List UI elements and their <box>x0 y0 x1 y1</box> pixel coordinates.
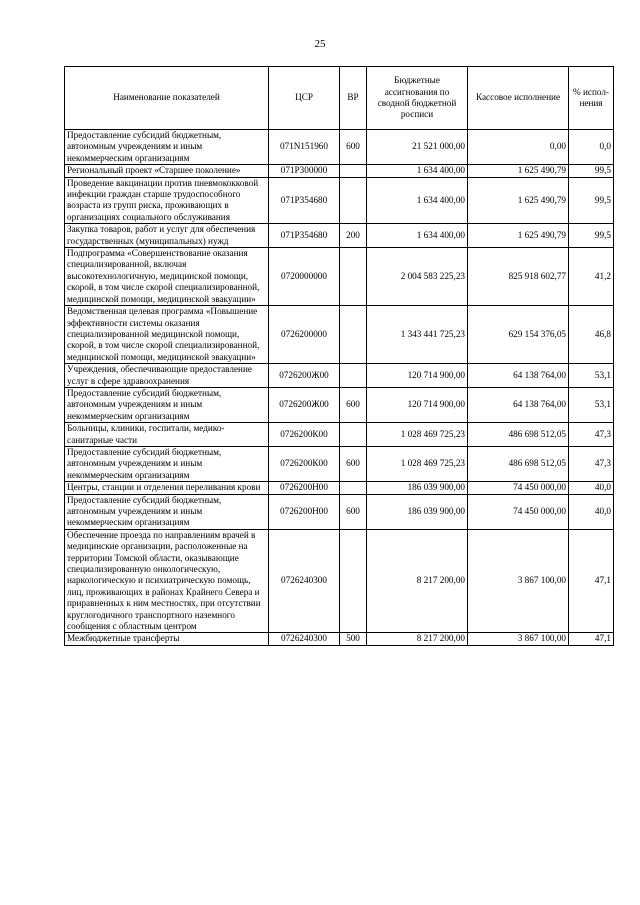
row-percent: 40,0 <box>569 494 614 529</box>
row-vr: 500 <box>340 633 367 645</box>
row-name: Региональный проект «Старшее поколение» <box>65 165 269 177</box>
row-csr: 0726200Ж00 <box>269 364 340 388</box>
table-row <box>65 633 614 645</box>
row-budget: 1 634 400,00 <box>367 165 468 177</box>
row-csr: 0726200К00 <box>269 423 340 447</box>
row-csr: 0726200К00 <box>269 446 340 481</box>
row-budget: 2 004 583 225,23 <box>367 248 468 306</box>
row-name: Закупка товаров, работ и услуг для обеспечения государственных (муниципальных) нужд <box>65 224 269 248</box>
table-row <box>65 165 614 177</box>
row-cash: 64 138 764,00 <box>468 364 569 388</box>
table-row <box>65 529 614 633</box>
row-budget: 1 343 441 725,23 <box>367 306 468 364</box>
row-cash: 74 450 000,00 <box>468 494 569 529</box>
row-cash: 1 625 490,79 <box>468 177 569 224</box>
row-percent: 99,5 <box>569 177 614 224</box>
row-name: Центры, станции и отделения переливания крови <box>65 482 269 494</box>
row-percent: 53,1 <box>569 364 614 388</box>
row-name: Учреждения, обеспечивающие предоставление услуг в сфере здравоохранения <box>65 364 269 388</box>
header-name: Наименование показателей <box>65 67 269 130</box>
row-cash: 0,00 <box>468 130 569 165</box>
header-vr: ВР <box>340 67 367 130</box>
row-budget: 186 039 900,00 <box>367 482 468 494</box>
row-percent: 47,3 <box>569 446 614 481</box>
row-cash: 1 625 490,79 <box>468 165 569 177</box>
row-vr: 200 <box>340 224 367 248</box>
row-name: Предоставление субсидий бюджетным, автономным учреждениям и иным некоммерческим организациям <box>65 387 269 422</box>
row-budget: 1 634 400,00 <box>367 224 468 248</box>
row-vr: 600 <box>340 387 367 422</box>
row-vr <box>340 306 367 364</box>
row-budget: 8 217 200,00 <box>367 529 468 633</box>
row-name: Обеспечение проезда по направлениям врачей в медицинские организации, расположенные на территории Томской области, оказывающие специализированную онкологическую, наркологическую и психиатрическую помощь, лиц, проживающих в районах Крайнего Севера и приравненных к ним местностях, при отсутствии круглогодичного транспортного наземного сообщения с областным центром <box>65 529 269 633</box>
row-name: Подпрограмма «Совершенствование оказания специализированной, включая высокотехнологичную, медицинской помощи, скорой, в том числе скорой специализированной, медицинской помощи, медицинской эвакуации» <box>65 248 269 306</box>
row-budget: 120 714 900,00 <box>367 364 468 388</box>
header-cash: Кассовое исполнение <box>468 67 569 130</box>
row-csr: 071P354680 <box>269 177 340 224</box>
table-row <box>65 130 614 165</box>
row-vr: 600 <box>340 130 367 165</box>
row-budget: 21 521 000,00 <box>367 130 468 165</box>
row-name: Ведомственная целевая программа «Повышение эффективности системы оказания специализированной медицинской помощи, скорой, в том числе скорой специализированной, медицинской помощи, медицинской эвакуации» <box>65 306 269 364</box>
row-cash: 629 154 376,05 <box>468 306 569 364</box>
row-cash: 74 450 000,00 <box>468 482 569 494</box>
header-budget: Бюджетные ассигнования по сводной бюджетной росписи <box>367 67 468 130</box>
row-vr <box>340 248 367 306</box>
table-header-row <box>65 67 614 130</box>
table-row <box>65 177 614 224</box>
row-csr: 0720000000 <box>269 248 340 306</box>
row-csr: 0726240300 <box>269 529 340 633</box>
row-percent: 47,3 <box>569 423 614 447</box>
row-vr <box>340 364 367 388</box>
row-cash: 3 867 100,00 <box>468 633 569 645</box>
row-budget: 1 028 469 725,23 <box>367 446 468 481</box>
row-name: Проведение вакцинации против пневмококковой инфекции граждан старше трудоспособного возраста из групп риска, проживающих в организациях социального обслуживания <box>65 177 269 224</box>
row-percent: 53,1 <box>569 387 614 422</box>
row-cash: 825 918 602,77 <box>468 248 569 306</box>
row-name: Больницы, клиники, госпитали, медико-санитарные части <box>65 423 269 447</box>
table-row <box>65 387 614 422</box>
row-cash: 486 698 512,05 <box>468 446 569 481</box>
header-percent: % испол-нения <box>569 67 614 130</box>
row-vr <box>340 423 367 447</box>
row-csr: 071N151960 <box>269 130 340 165</box>
row-cash: 1 625 490,79 <box>468 224 569 248</box>
row-name: Межбюджетные трансферты <box>65 633 269 645</box>
row-percent: 41,2 <box>569 248 614 306</box>
row-name: Предоставление субсидий бюджетным, автономным учреждениям и иным некоммерческим организациям <box>65 446 269 481</box>
row-csr: 0726200Н00 <box>269 494 340 529</box>
row-budget: 186 039 900,00 <box>367 494 468 529</box>
row-name: Предоставление субсидий бюджетным, автономным учреждениям и иным некоммерческим организациям <box>65 494 269 529</box>
row-csr: 0726200000 <box>269 306 340 364</box>
row-vr <box>340 529 367 633</box>
row-percent: 99,5 <box>569 224 614 248</box>
table-row <box>65 224 614 248</box>
table-row <box>65 248 614 306</box>
table-row <box>65 364 614 388</box>
row-cash: 486 698 512,05 <box>468 423 569 447</box>
row-csr: 0726240300 <box>269 633 340 645</box>
row-percent: 0,0 <box>569 130 614 165</box>
table-row <box>65 423 614 447</box>
row-name: Предоставление субсидий бюджетным, автономным учреждениям и иным некоммерческим организациям <box>65 130 269 165</box>
row-vr <box>340 482 367 494</box>
row-csr: 071P354680 <box>269 224 340 248</box>
row-budget: 1 634 400,00 <box>367 177 468 224</box>
row-cash: 3 867 100,00 <box>468 529 569 633</box>
row-budget: 120 714 900,00 <box>367 387 468 422</box>
budget-execution-table <box>64 66 614 646</box>
table-row <box>65 482 614 494</box>
row-cash: 64 138 764,00 <box>468 387 569 422</box>
row-csr: 0726200Н00 <box>269 482 340 494</box>
table-row <box>65 306 614 364</box>
row-percent: 40,0 <box>569 482 614 494</box>
row-percent: 46,8 <box>569 306 614 364</box>
table-row <box>65 494 614 529</box>
table-row <box>65 446 614 481</box>
row-percent: 47,1 <box>569 633 614 645</box>
header-csr: ЦСР <box>269 67 340 130</box>
row-vr <box>340 165 367 177</box>
row-budget: 8 217 200,00 <box>367 633 468 645</box>
row-budget: 1 028 469 725,23 <box>367 423 468 447</box>
row-percent: 47,1 <box>569 529 614 633</box>
page-number: 25 <box>314 38 326 50</box>
row-vr: 600 <box>340 446 367 481</box>
row-csr: 0726200Ж00 <box>269 387 340 422</box>
row-vr: 600 <box>340 494 367 529</box>
row-vr <box>340 177 367 224</box>
row-csr: 071P300000 <box>269 165 340 177</box>
row-percent: 99,5 <box>569 165 614 177</box>
